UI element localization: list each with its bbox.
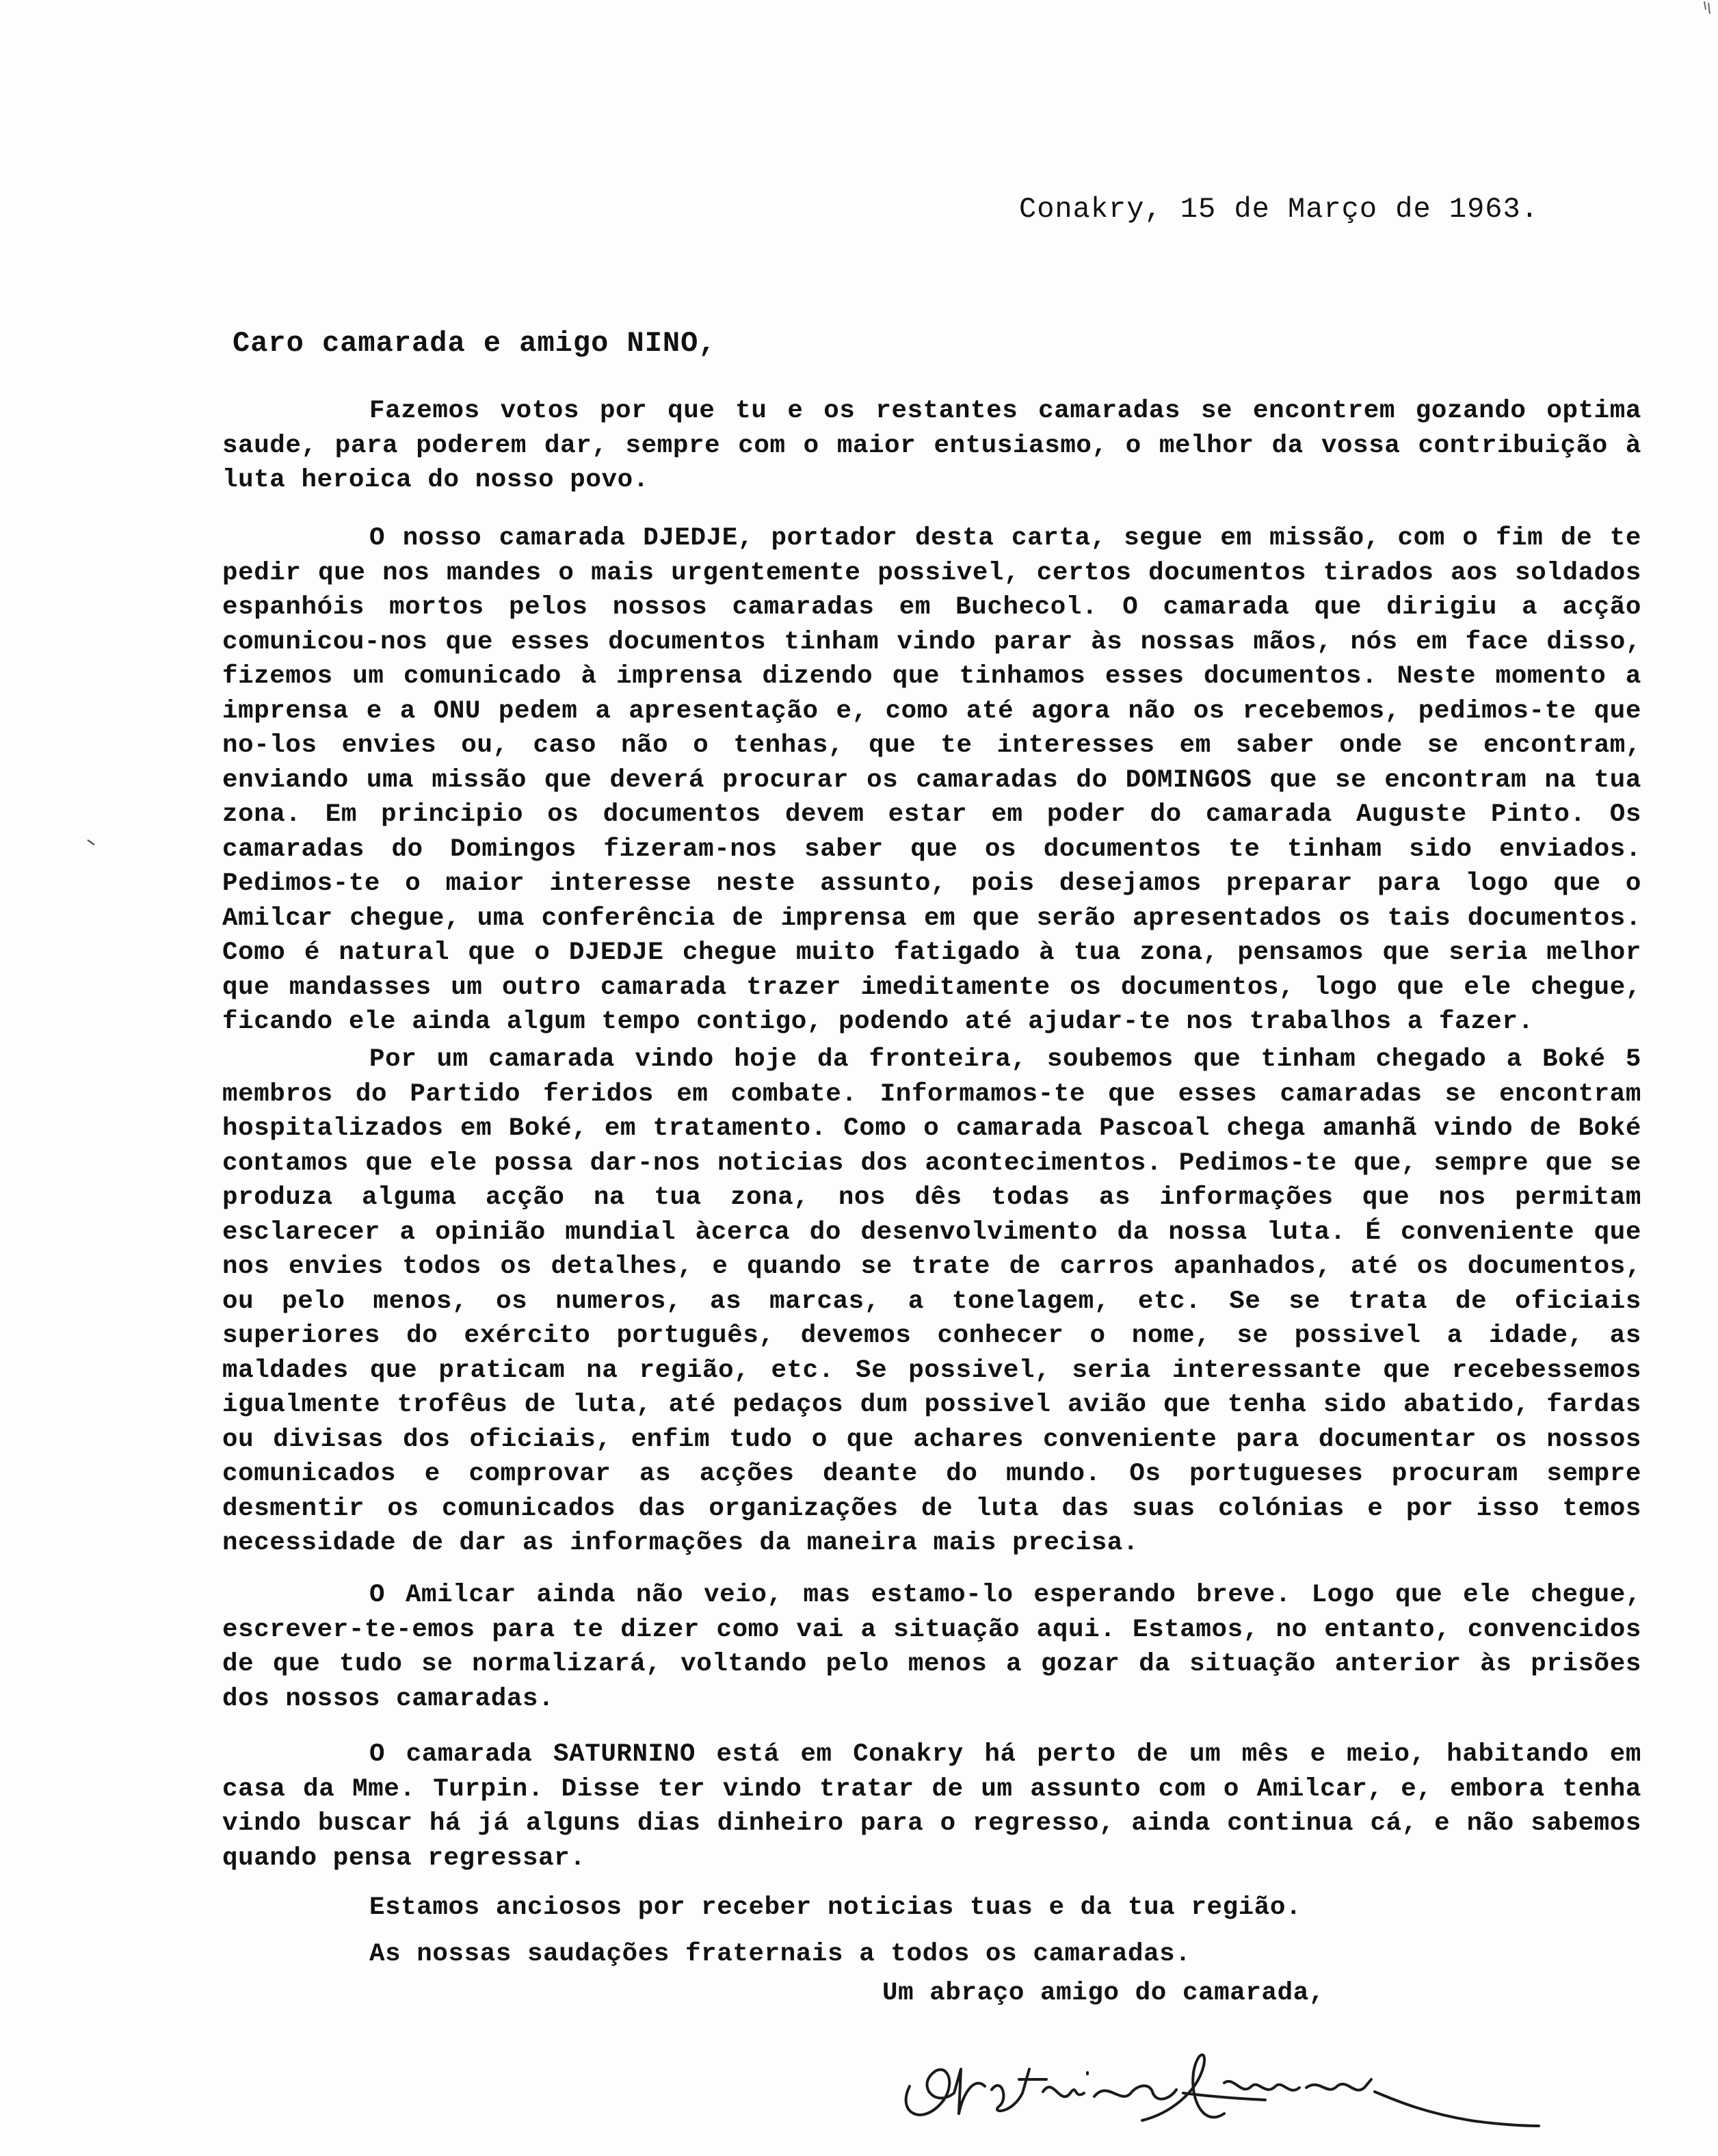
salutation: Caro camarada e amigo NINO, — [233, 327, 717, 360]
handwritten-signature — [882, 2011, 1552, 2148]
dateline: Conakry, 15 de Março de 1963. — [1019, 193, 1539, 226]
paragraph-wounded-members: Por um camarada vindo hoje da fronteira, soubemos que tinham chegado a Boké 5 membros do Partido feridos em combate. Informamos-te que esses camaradas se encontram hospitalizados em Boké, em tratamento. Como o camarada Pascoal chega amanhã vindo de Boké contamos que ele possa dar-nos noticias dos acontecimentos. Pedimos-te que, sempre que se produza alguma acção na tua zona, nos dês todas as informações que nos permitam esclarecer a opinião mundial àcerca do desenvolvimento da nossa luta. É conveniente que nos envies todos os detalhes, e quando se trate de carros apanhados, até os documentos, ou pelo menos, os numeros, as marcas, a tonelagem, etc. Se se trata de oficiais superiores do exército português, devemos conhecer o nome, se possivel a idade, as maldades que praticam na região, etc. Se possivel, seria interessante que recebessemos igualmente trofêus de luta, até pedaços dum possivel avião que tenha sido abatido, fardas ou divisas dos oficiais, enfim tudo o que achares conveniente para documentar os nossos comunicados e comprovar as acções deante do mundo. Os portugueses procuram sempre desmentir os comunicados das organizações de luta das suas colónias e por isso temos necessidade de dar as informações da maneira mais precisa. — [222, 1045, 1641, 1557]
paragraph-documents-request: O nosso camarada DJEDJE, portador desta carta, segue em missão, com o fim de te pedir que nos mandes o mais urgentemente possivel, certos documentos tirados aos soldados espanhóis mortos pelos nossos camaradas em Buchecol. O camarada que dirigiu a acção comunicou-nos que esses documentos tinham vindo parar às nossas mãos, nós em face disso, fizemos um comunicado à imprensa dizendo que tinhamos esses documentos. Neste momento a imprensa e a ONU pedem a apresentação e, como até agora não os recebemos, pedimos-te que no-los envies ou, caso não o tenhas, que te interesses em saber onde se encontram, enviando uma missão que deverá procurar os camaradas do DOMINGOS que se encontram na tua zona. Em principio os documentos devem estar em poder do camarada Auguste Pinto. Os camaradas do Domingos fizeram-nos saber que os documentos te tinham sido enviados. Pedimos-te o maior interesse neste assunto, pois desejamos preparar para logo que o Amilcar chegue, uma conferência de imprensa em que serão apresentados os tais documentos. Como é natural que o DJEDJE chegue muito fatigado à tua zona, pensamos que seria melhor que mandasses um outro camarada trazer imeditamente os documentos, logo que ele chegue, ficando ele ainda algum tempo contigo, podendo até ajudar-te nos trabalhos a fazer. — [222, 524, 1641, 1036]
corner-scan-mark — [1700, 0, 1714, 18]
signoff: Um abraço amigo do camarada, — [882, 1979, 1325, 2008]
paragraph-greeting: Fazemos votos por que tu e os restantes camaradas se encontrem gozando optima saude, para poderem dar, sempre com o maior entusiasmo, o melhor da vossa contribuição à luta heroica do nosso povo. — [222, 397, 1641, 495]
paragraph-saturnino: O camarada SATURNINO está em Conakry há perto de um mês e meio, habitando em casa da Mme. Turpin. Disse ter vindo tratar de um assunto com o Amilcar, e, embora tenha vindo buscar há já alguns dias dinheiro para o regresso, ainda continua cá, e não sabemos quando pensa regressar. — [222, 1740, 1641, 1873]
closing-line-greetings: As nossas saudações fraternais a todos os camaradas. — [369, 1940, 1191, 1969]
closing-line-news: Estamos anciosos por receber noticias tuas e da tua região. — [369, 1893, 1302, 1922]
margin-speck — [86, 839, 97, 847]
paragraph-amilcar: O Amilcar ainda não veio, mas estamo-lo esperando breve. Logo que ele chegue, escrever-te-emos para te dizer como vai a situação aqui. Estamos, no entanto, convencidos de que tudo se normalizará, voltando pelo menos a gozar da situação anterior às prisões dos nossos camaradas. — [222, 1581, 1641, 1713]
